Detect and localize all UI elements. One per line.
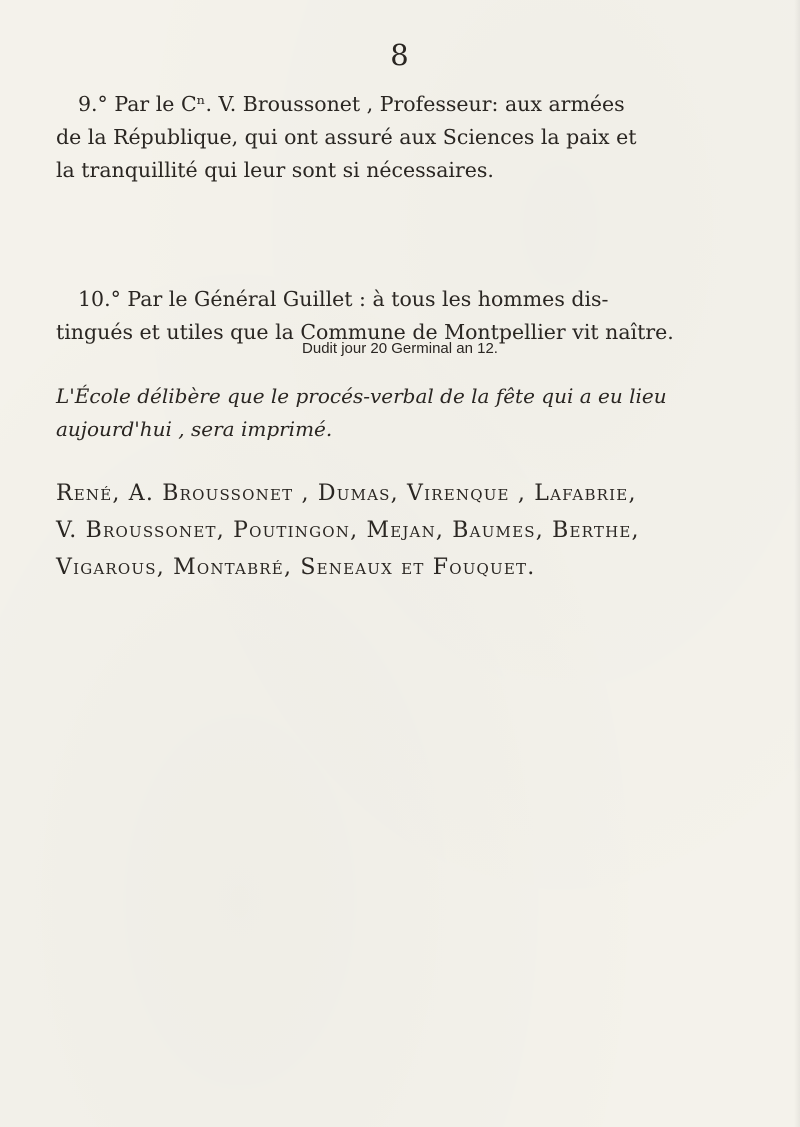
page-number: 8 (390, 38, 410, 72)
paragraph-line: tingués et utiles que la Commune de Montpellier vit naître. (56, 320, 674, 344)
signatories-line: V. Broussonet, Poutingon, Mejan, Baumes, Berthe, (56, 518, 640, 543)
paragraph-line: 9.° Par le Cⁿ. V. Broussonet , Professeur: aux armées (78, 92, 625, 116)
page-edge-shadow (794, 0, 800, 1127)
resolution-line: aujourd'hui , sera imprimé. (56, 417, 333, 441)
paragraph-item-9 (56, 88, 760, 187)
paragraph-line: de la République, qui ont assuré aux Sciences la paix et (56, 125, 637, 149)
signatories-line: René, A. Broussonet , Dumas, Virenque , Lafabrie, (56, 481, 637, 506)
paragraph-line: la tranquillité qui leur sont si nécessaires. (56, 158, 494, 182)
paragraph-line: 10.° Par le Général Guillet : à tous les hommes dis- (78, 287, 609, 311)
signatories-list (56, 475, 760, 586)
resolution-text (56, 380, 760, 446)
resolution-line: L'École délibère que le procés-verbal de la fête qui a eu lieu (56, 384, 667, 408)
date-line: Dudit jour 20 Germinal an 12. (302, 340, 498, 357)
signatories-line: Vigarous, Montabré, Seneaux et Fouquet. (56, 555, 536, 580)
